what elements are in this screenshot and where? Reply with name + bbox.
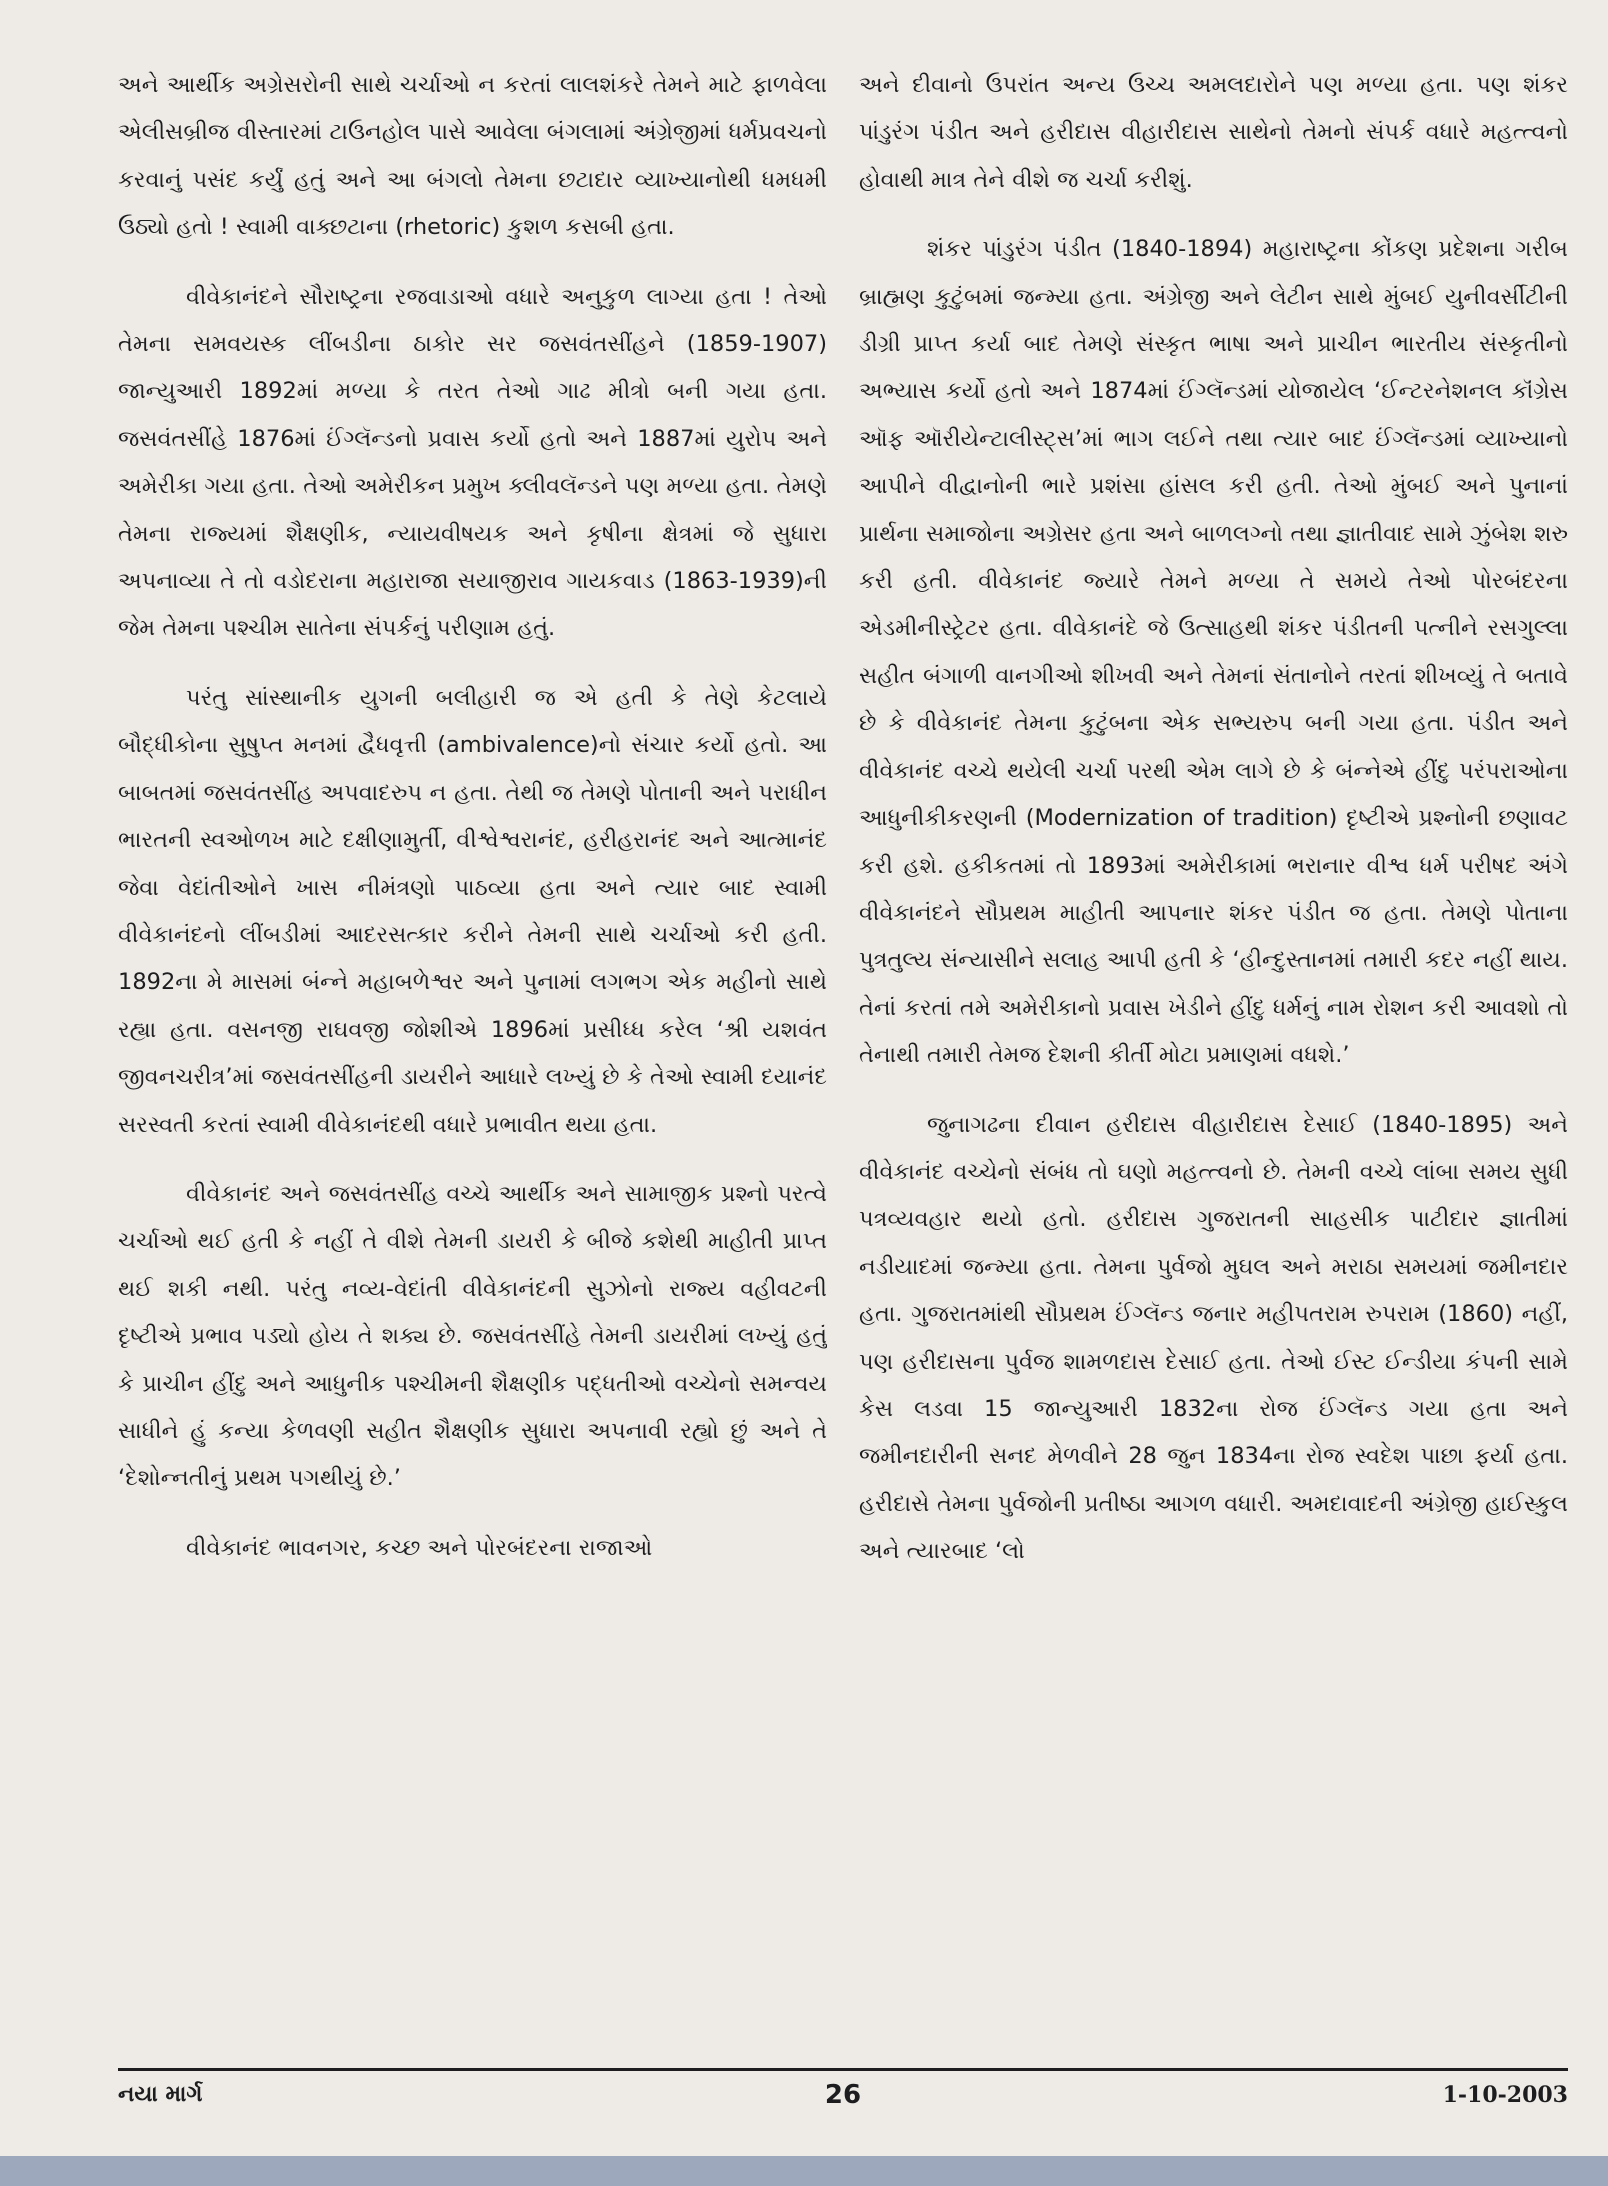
paragraph: વીવેકાનંદ ભાવનગર, કચ્છ અને પોરબંદરના રાજાઓ <box>186 1534 653 1561</box>
paragraph: અને દીવાનો ઉપરાંત અન્ય ઉચ્ચ અમલદારોને પણ મળ્યા હતા. પણ શંકર પાંડુરંગ પંડીત અને હરીદાસ વીહારીદાસ સાથેનો તેમનો સંપર્ક વધારે મહત્ત્વનો હોવાથી માત્ર તેને વીશે જ ચર્ચા કરીશું. <box>859 72 1568 193</box>
right-column <box>859 62 1568 2064</box>
magazine-name: નયા માર્ગ <box>118 2082 203 2107</box>
left-column <box>118 62 827 2064</box>
paragraph: વીવેકાનંદને સૌરાષ્ટ્રના રજવાડાઓ વધારે અનુકુળ લાગ્યા હતા ! તેઓ તેમના સમવયસ્ક લીંબડીના ઠાકોર સર જસવંતસીંહને (1859-1907) જાન્યુઆરી 1892માં મળ્યા કે તરત તેઓ ગાઢ મીત્રો બની ગયા હતા. જસવંતસીંહે 1876માં ઈંગ્લૅન્ડનો પ્રવાસ કર્યો હતો અને 1887માં યુરોપ અને અમેરીકા ગયા હતા. તેઓ અમેરીકન પ્રમુખ ક્લીવલૅન્ડને પણ મળ્યા હતા. તેમણે તેમના રાજ્યમાં શૈક્ષણીક, ન્યાયવીષયક અને કૃષીના ક્ષેત્રમાં જે સુધારા અપનાવ્યા તે તો વડોદરાના મહારાજા સયાજીરાવ ગાયકવાડ (1863-1939)ની જેમ તેમના પશ્ચીમ સાતેના સંપર્કનું પરીણામ હતું. <box>118 283 827 642</box>
paragraph: પરંતુ સાંસ્થાનીક યુગની બલીહારી જ એ હતી કે તેણે કેટલાયે બૌદ્ધીકોના સુષુપ્ત મનમાં દ્વૈધવૃત્તી (ambivalence)નો સંચાર કર્યો હતો. આ બાબતમાં જસવંતસીંહ અપવાદરુપ ન હતા. તેથી જ તેમણે પોતાની અને પરાધીન ભારતની સ્વઓળખ માટે દક્ષીણામુર્તી, વીશ્વેશ્વરાનંદ, હરીહરાનંદ અને આત્માનંદ જેવા વેદાંતીઓને ખાસ નીમંત્રણો પાઠવ્યા હતા અને ત્યાર બાદ સ્વામી વીવેકાનંદનો લીંબડીમાં આદરસત્કાર કરીને તેમની સાથે ચર્ચાઓ કરી હતી. 1892ના મે માસમાં બંન્ને મહાબળેશ્વર અને પુનામાં લગભગ એક મહીનો સાથે રહ્યા હતા. વસનજી રાઘવજી જોશીએ 1896માં પ્રસીધ્ધ કરેલ ‘શ્રી યશવંત જીવનચરીત્ર’માં જસવંતસીંહની ડાયરીને આધારે લખ્યું છે કે તેઓ સ્વામી દયાનંદ સરસ્વતી કરતાં સ્વામી વીવેકાનંદથી વધારે પ્રભાવીત થયા હતા. <box>118 684 827 1138</box>
issue-date: 1-10-2003 <box>1442 2082 1568 2108</box>
scan-edge <box>0 2156 1608 2186</box>
footer-divider <box>118 2068 1568 2071</box>
paragraph: અને આર્થીક અગ્રેસરોની સાથે ચર્ચાઓ ન કરતાં લાલશંકરે તેમને માટે ફાળવેલા એલીસબ્રીજ વીસ્તારમાં ટાઉનહોલ પાસે આવેલા બંગલામાં અંગ્રેજીમાં ધર્મપ્રવચનો કરવાનું પસંદ કર્યું હતું અને આ બંગલો તેમના છટાદાર વ્યાખ્યાનોથી ધમધમી ઉઠ્યો હતો ! સ્વામી વાક્છટાના (rhetoric) કુશળ કસબી હતા. <box>118 72 827 241</box>
paragraph: જુનાગઢના દીવાન હરીદાસ વીહારીદાસ દેસાઈ (1840-1895) અને વીવેકાનંદ વચ્ચેનો સંબંધ તો ઘણો મહત્ત્વનો છે. તેમની વચ્ચે લાંબા સમય સુધી પત્રવ્યવહાર થયો હતો. હરીદાસ ગુજરાતની સાહસીક પાટીદાર જ્ઞાતીમાં નડીયાદમાં જન્મ્યા હતા. તેમના પુર્વજો મુઘલ અને મરાઠા સમયમાં જમીનદાર હતા. ગુજરાતમાંથી સૌપ્રથમ ઈંગ્લૅન્ડ જનાર મહીપતરામ રુપરામ (1860) નહીં, પણ હરીદાસના પુર્વજ શામળદાસ દેસાઈ હતા. તેઓ ઈસ્ટ ઈન્ડીયા કંપની સામે કેસ લડવા 15 જાન્યુઆરી 1832ના રોજ ઈંગ્લૅન્ડ ગયા હતા અને જમીનદારીની સનદ મેળવીને 28 જુન 1834ના રોજ સ્વદેશ પાછા ફર્યા હતા. હરીદાસે તેમના પુર્વજોની પ્રતીષ્ઠા આગળ વધારી. અમદાવાદની અંગ્રેજી હાઈસ્કુલ અને ત્યારબાદ ‘લો <box>859 1111 1568 1565</box>
page-number: 26 <box>824 2080 862 2110</box>
paragraph: વીવેકાનંદ અને જસવંતસીંહ વચ્ચે આર્થીક અને સામાજીક પ્રશ્નો પરત્વે ચર્ચાઓ થઈ હતી કે નહીં તે વીશે તેમની ડાયરી કે બીજે કશેથી માહીતી પ્રાપ્ત થઈ શકી નથી. પરંતુ નવ્ય-વેદાંતી વીવેકાનંદની સુઝોનો રાજ્ય વહીવટની દૃષ્ટીએ પ્રભાવ પડ્યો હોય તે શક્ય છે. જસવંતસીંહે તેમની ડાયરીમાં લખ્યું હતું કે પ્રાચીન હીંદુ અને આધુનીક પશ્ચીમની શૈક્ષણીક પદ્ધતીઓ વચ્ચેનો સમન્વય સાધીને હું કન્યા કેળવણી સહીત શૈક્ષણીક સુધારા અપનાવી રહ્યો છું અને તે ‘દેશોન્નતીનું પ્રથમ પગથીયું છે.’ <box>118 1180 827 1492</box>
page-footer <box>118 2080 1568 2120</box>
article-body <box>118 62 1568 2064</box>
paragraph: શંકર પાંડુરંગ પંડીત (1840-1894) મહારાષ્ટ્રના કોંકણ પ્રદેશના ગરીબ બ્રાહ્મણ કુટુંબમાં જન્મ્યા હતા. અંગ્રેજી અને લેટીન સાથે મુંબઈ યુનીવર્સીટીની ડીગ્રી પ્રાપ્ત કર્યા બાદ તેમણે સંસ્કૃત ભાષા અને પ્રાચીન ભારતીય સંસ્કૃતીનો અભ્યાસ કર્યો હતો અને 1874માં ઈંગ્લૅન્ડમાં યોજાયેલ ‘ઈન્ટરનેશનલ કૉંગ્રેસ ઑફ ઑરીયેન્ટાલીસ્ટ્સ’માં ભાગ લઈને તથા ત્યાર બાદ ઈંગ્લૅન્ડમાં વ્યાખ્યાનો આપીને વીદ્વાનોની ભારે પ્રશંસા હાંસલ કરી હતી. તેઓ મુંબઈ અને પુનાનાં પ્રાર્થના સમાજોના અગ્રેસર હતા અને બાળલગ્નો તથા જ્ઞાતીવાદ સામે ઝુંબેશ શરુ કરી હતી. વીવેકાનંદ જ્યારે તેમને મળ્યા તે સમયે તેઓ પોરબંદરના એડમીનીસ્ટ્રેટર હતા. વીવેકાનંદે જે ઉત્સાહથી શંકર પંડીતની પત્નીને રસગુલ્લા સહીત બંગાળી વાનગીઓ શીખવી અને તેમનાં સંતાનોને તરતાં શીખવ્યું તે બતાવે છે કે વીવેકાનંદ તેમના કુટુંબના એક સભ્યરુપ બની ગયા હતા. પંડીત અને વીવેકાનંદ વચ્ચે થયેલી ચર્ચા પરથી એમ લાગે છે કે બંન્નેએ હીંદુ પરંપરાઓના આધુનીકીકરણની (Modernization of tradition) દૃષ્ટીએ પ્રશ્નોની છણાવટ કરી હશે. હકીકતમાં તો 1893માં અમેરીકામાં ભરાનાર વીશ્વ ધર્મ પરીષદ અંગે વીવેકાનંદને સૌપ્રથમ માહીતી આપનાર શંકર પંડીત જ હતા. તેમણે પોતાના પુત્રતુલ્ય સંન્યાસીને સલાહ આપી હતી કે ‘હીન્દુસ્તાનમાં તમારી કદર નહીં થાય. તેનાં કરતાં તમે અમેરીકાનો પ્રવાસ ખેડીને હીંદુ ધર્મનું નામ રોશન કરી આવશો તો તેનાથી તમારી તેમજ દેશની કીર્તી મોટા પ્રમાણમાં વધશે.’ <box>859 236 1568 1069</box>
